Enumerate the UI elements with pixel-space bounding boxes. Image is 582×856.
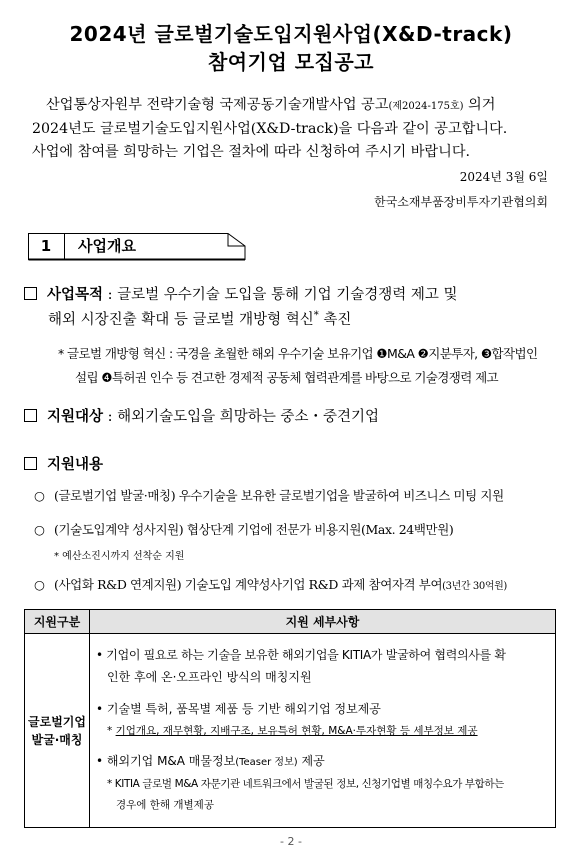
organization-name: 한국소재부품장비투자기관협의회 [374,195,548,209]
table-row [25,634,556,828]
detail-bullet-1-line-2: 인한 후에 온·오프라인 방식의 매칭지원 [107,670,312,684]
target-line: 지원대상 : 해외기술도입을 희망하는 중소・중견기업 [24,405,379,426]
table-header-row [25,610,556,634]
checkbox-square-icon [24,409,37,422]
table-category-cell: 글로벌기업 발굴·매칭 [25,634,90,828]
detail-bullet-2: • 기술별 특허, 품목별 제품 등 기반 해외기업 정보제공 [96,702,381,716]
detail-bullet-3-note-line-1: * KITIA 글로벌 M&A 자문기관 네트워크에서 발굴된 정보, 신청기업별 매칭수요가 부합하는 [107,778,504,790]
detail-bullet-2-note: * 기업개요, 재무현황, 지배구조, 보유특허 현황, M&A·투자현황 등 세부정보 제공 [107,725,478,737]
section-number: 1 [40,237,52,255]
announcement-date: 2024년 3월 6일 [459,170,548,184]
intro-line-1: 산업통상자원부 전략기술형 국제공동기술개발사업 공고(제2024-175호) 의거 [46,97,496,113]
table-header-detail: 지원 세부사항 [90,610,556,634]
detail-bullet-1-line-1: • 기업이 필요로 하는 기술을 보유한 해외기업을 KITIA가 발굴하여 협력의사를 확 [96,648,506,662]
support-item-2-note: * 예산소진시까지 선착순 지원 [54,551,185,562]
support-item-2: ○ (기술도입계약 성사지원) 협상단계 기업에 전문가 비용지원(Max. 24백만원) [34,522,454,537]
table-header-category: 지원구분 [25,610,90,634]
support-heading: 지원내용 [24,453,103,474]
table-detail-cell [90,634,556,828]
detail-bullet-3: • 해외기업 M&A 매물정보(Teaser 정보) 제공 [96,754,325,768]
purpose-line-1: 사업목적 : 글로벌 우수기술 도입을 통해 기업 기술경쟁력 제고 및 [24,283,458,304]
detail-bullet-3-note-line-2: 경우에 한해 개별제공 [116,799,214,811]
support-detail-table [24,609,556,828]
section-header [28,233,246,260]
page-number: - 2 - [280,835,302,848]
purpose-note-line-1: * 글로벌 개방형 혁신 : 국경을 초월한 해외 우수기술 보유기업 ❶M&A ❷지분투자, ❸합작법인 [58,346,538,361]
document-title-line2: 참여기업 모집공고 [207,50,375,74]
checkbox-square-icon [24,287,37,300]
section-title: 사업개요 [78,237,136,255]
purpose-note-line-2: 설립 ❹특허권 인수 등 견고한 경제적 공동체 협력관계를 바탕으로 기술경쟁력 제고 [75,370,499,385]
checkbox-square-icon [24,457,37,470]
intro-paragraph [32,94,554,164]
purpose-line-2: 해외 시장진출 확대 등 글로벌 개방형 혁신* 촉진 [48,310,352,328]
intro-line-3: 사업에 참여를 희망하는 기업은 절차에 따라 신청하여 주시기 바랍니다. [32,144,471,160]
document-title-line1: 2024년 글로벌기술도입지원사업(X&D-track) [69,22,513,46]
support-item-3: ○ (사업화 R&D 연계지원) 기술도입 계약성사기업 R&D 과제 참여자격 부여(3년간 30억원) [34,577,507,592]
support-item-1: ○ (글로벌기업 발굴·매칭) 우수기술을 보유한 글로벌기업을 발굴하여 비즈니스 미팅 지원 [34,488,504,503]
intro-line-2: 2024년도 글로벌기술도입지원사업(X&D-track)을 다음과 같이 공고합니다. [32,121,508,137]
